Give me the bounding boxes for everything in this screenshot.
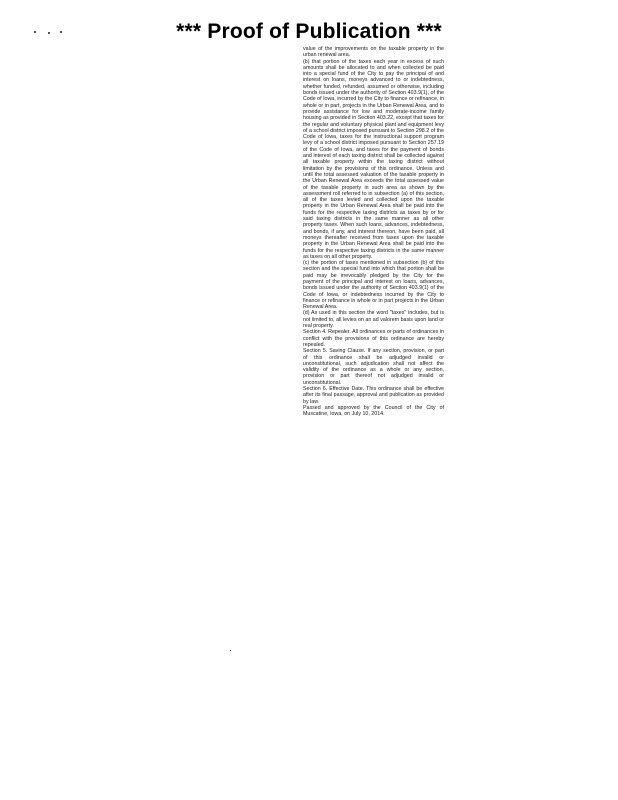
clipping-paragraph: value of the improvements on the taxable property in the urban renewal area.	[303, 46, 444, 59]
scan-speck	[60, 31, 62, 33]
clipping-paragraph: Section 5. Saving Clause. If any section, provision, or part of this ordinance shall be adjudged invalid or unconstitutional, such adjudication shall not affect the validity of the ordinance as a whole or any section, provision or part thereof not adjudged invalid or unconstitutional.	[303, 348, 444, 386]
clipping-paragraph: Section 4. Repealer. All ordinances or parts of ordinances in conflict with the provisions of this ordinance are hereby repealed.	[303, 329, 444, 348]
clipping-paragraph: (b) that portion of the taxes each year in excess of such amounts shall be allocated to and when collected be paid into a special fund of the City to pay the principal of and interest on loans, moneys advanced to or indebtedness, whether funded, refunded, assumed or otherwise, including bonds issued under the authority of Section 403.9(1), of the Code of Iowa, incurred by the City to finance or refinance, in whole or in part, projects in the Urban Renewal Area, and to provide assistance for low and moderate-income family housing as provided in Section 403.22, except that taxes for the regular and voluntary physical plant and equipment levy of a school district imposed pursuant to Section 298.2 of the Code of Iowa, taxes for the instructional support program levy of a school district imposed pursuant to Section 257.19 of the Code of Iowa, and taxes for the payment of bonds and interest of each taxing district shall be collected against all taxable property within the taxing district without limitation by the provisions of this ordinance. Unless and until the total assessed valuation of the taxable property in the Urban Renewal Area exceeds the total assessed value of the taxable property in such area as shown by the assessment roll referred to in subsection (a) of this section, all of the taxes levied and collected upon the taxable property in the Urban Renewal Area shall be paid into the funds for the respective taxing districts as taxes by or for said taxing districts in the same manner as all other property taxes. When such loans, advances, indebtedness, and bonds, if any, and interest thereon, have been paid, all moneys thereafter received from taxes upon the taxable property in the Urban Renewal Area shall be paid into the funds for the respective taxing districts in the same manner as taxes on all other property.	[303, 58, 444, 260]
clipping-paragraph: Section 6. Effective Date. This ordinance shall be effective after its final passage, approval and publication as provided by law.	[303, 386, 444, 405]
scan-speck	[230, 650, 231, 651]
scan-speck	[48, 32, 50, 34]
clipping-paragraph: (d) As used in this section the word "taxes" includes, but is not limited to, all levies on an ad valorem basis upon land or real property.	[303, 310, 444, 330]
clipping-paragraph: Passed and approved by the Council of the City of Muscatine, Iowa, on July 10, 2014.	[303, 404, 444, 418]
page-title: *** Proof of Publication ***	[176, 20, 442, 43]
scan-speck	[34, 31, 36, 33]
clipping-paragraph: (c) the portion of taxes mentioned in subsection (b) of this section and the special fund into which that portion shall be paid may be irrevocably pledged by the City for the payment of the principal and interest on loans, advances, bonds issued under the authority of Section 403.9(1) of the Code of Iowa, or indebtedness incurred by the City to finance or refinance in whole or in part projects in the Urban Renewal Area.	[303, 260, 444, 311]
newspaper-clipping	[303, 46, 444, 418]
